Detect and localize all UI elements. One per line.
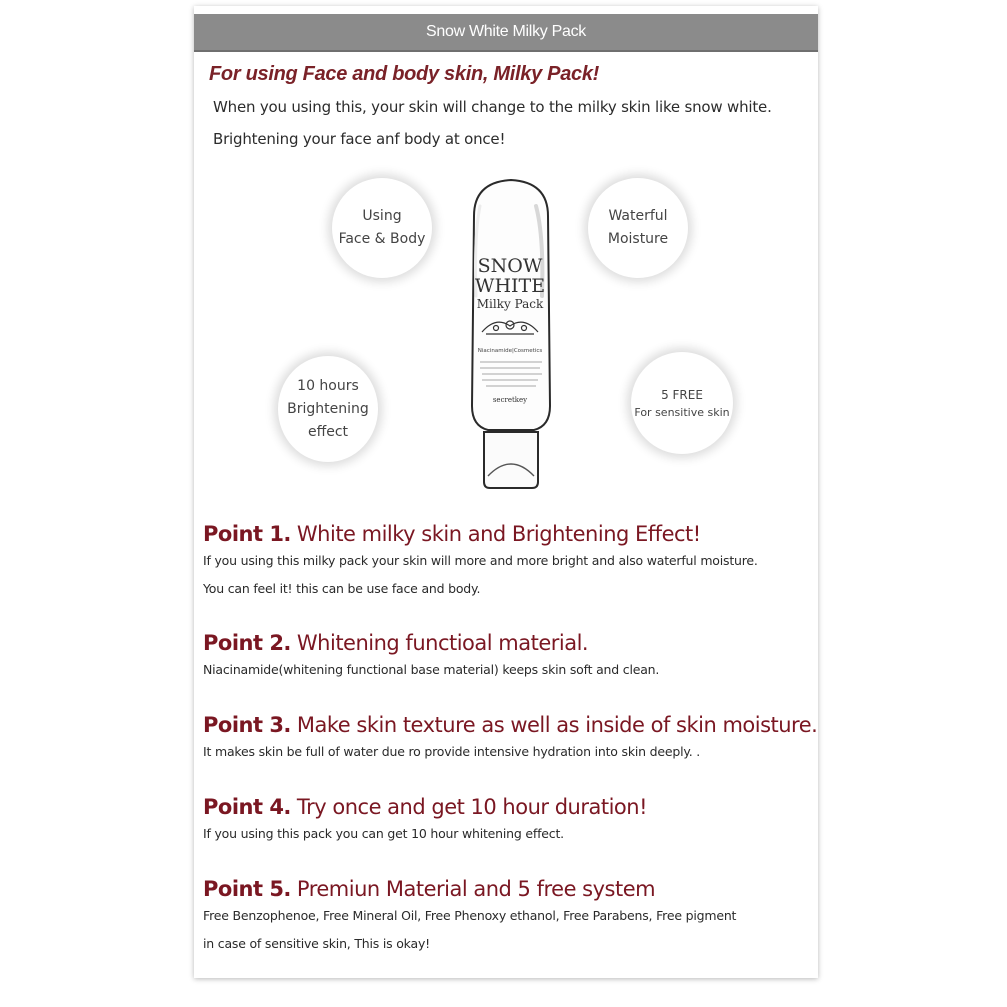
point-heading: [203, 876, 736, 902]
point-text: Free Benzophenoe, Free Mineral Oil, Free Phenoxy ethanol, Free Parabens, Free pigment: [203, 908, 737, 923]
bottle-brand: secretkey: [492, 396, 528, 404]
product-bottle-image: [446, 176, 576, 492]
point-number: Point 1.: [203, 522, 291, 546]
bottle-small-text: Niacinamide|Cosmetics: [477, 348, 543, 354]
point-heading: [203, 521, 758, 547]
point-title: Make skin texture as well as inside of skin moisture.: [296, 713, 818, 737]
point-text: If you using this pack you can get 10 hour whitening effect.: [203, 826, 564, 841]
bottle-label-line-3: Milky Pack: [476, 297, 544, 311]
point-title: White milky skin and Brightening Effect!: [296, 522, 701, 546]
point-4: [203, 794, 647, 848]
bottle-label-line-1: SNOW: [477, 255, 543, 277]
point-title: Try once and get 10 hour duration!: [296, 795, 647, 819]
point-3: [203, 712, 817, 766]
bubble-text: Face & Body: [338, 231, 426, 247]
point-number: Point 5.: [203, 877, 291, 901]
feature-bubble-5-free: [631, 352, 733, 454]
title-bar: [194, 14, 818, 52]
point-1: [203, 521, 758, 603]
point-number: Point 4.: [203, 795, 291, 819]
point-title: Premiun Material and 5 free system: [296, 877, 656, 901]
feature-bubble-face-body: [332, 178, 432, 278]
bottle-label-line-2: WHITE: [474, 275, 546, 297]
point-title: Whitening functioal material.: [296, 631, 589, 655]
intro-line-1: When you using this, your skin will change to the milky skin like snow white.: [213, 98, 772, 116]
point-2: [203, 630, 659, 684]
point-text: If you using this milky pack your skin will more and more bright and also waterful moisture.: [203, 553, 758, 568]
point-number: Point 2.: [203, 631, 291, 655]
bubble-text: Waterful: [608, 208, 668, 224]
point-text: It makes skin be full of water due ro provide intensive hydration into skin deeply. .: [203, 744, 701, 759]
bubble-text: effect: [307, 423, 349, 440]
feature-bubble-moisture: [588, 178, 688, 278]
point-number: Point 3.: [203, 713, 291, 737]
intro-line-2: Brightening your face anf body at once!: [213, 130, 506, 148]
point-heading: [203, 794, 647, 820]
headline: For using Face and body skin, Milky Pack!: [209, 63, 600, 85]
point-heading: [203, 630, 659, 656]
bubble-text: Using: [362, 208, 402, 224]
bubble-text: For sensitive skin: [634, 406, 730, 419]
point-5: [203, 876, 736, 958]
point-text: You can feel it! this can be use face and body.: [203, 581, 481, 596]
product-detail-card: [194, 6, 818, 978]
bubble-text: 5 FREE: [661, 388, 703, 402]
bubble-text: Moisture: [607, 231, 669, 247]
bubble-text: 10 hours: [297, 377, 359, 394]
point-text: in case of sensitive skin, This is okay!: [203, 936, 430, 951]
point-text: Niacinamide(whitening functional base material) keeps skin soft and clean.: [203, 662, 660, 677]
bubble-text: Brightening: [287, 400, 369, 417]
page-title: Snow White Milky Pack: [426, 23, 586, 40]
feature-bubble-brightening: [278, 356, 378, 462]
point-heading: [203, 712, 817, 738]
